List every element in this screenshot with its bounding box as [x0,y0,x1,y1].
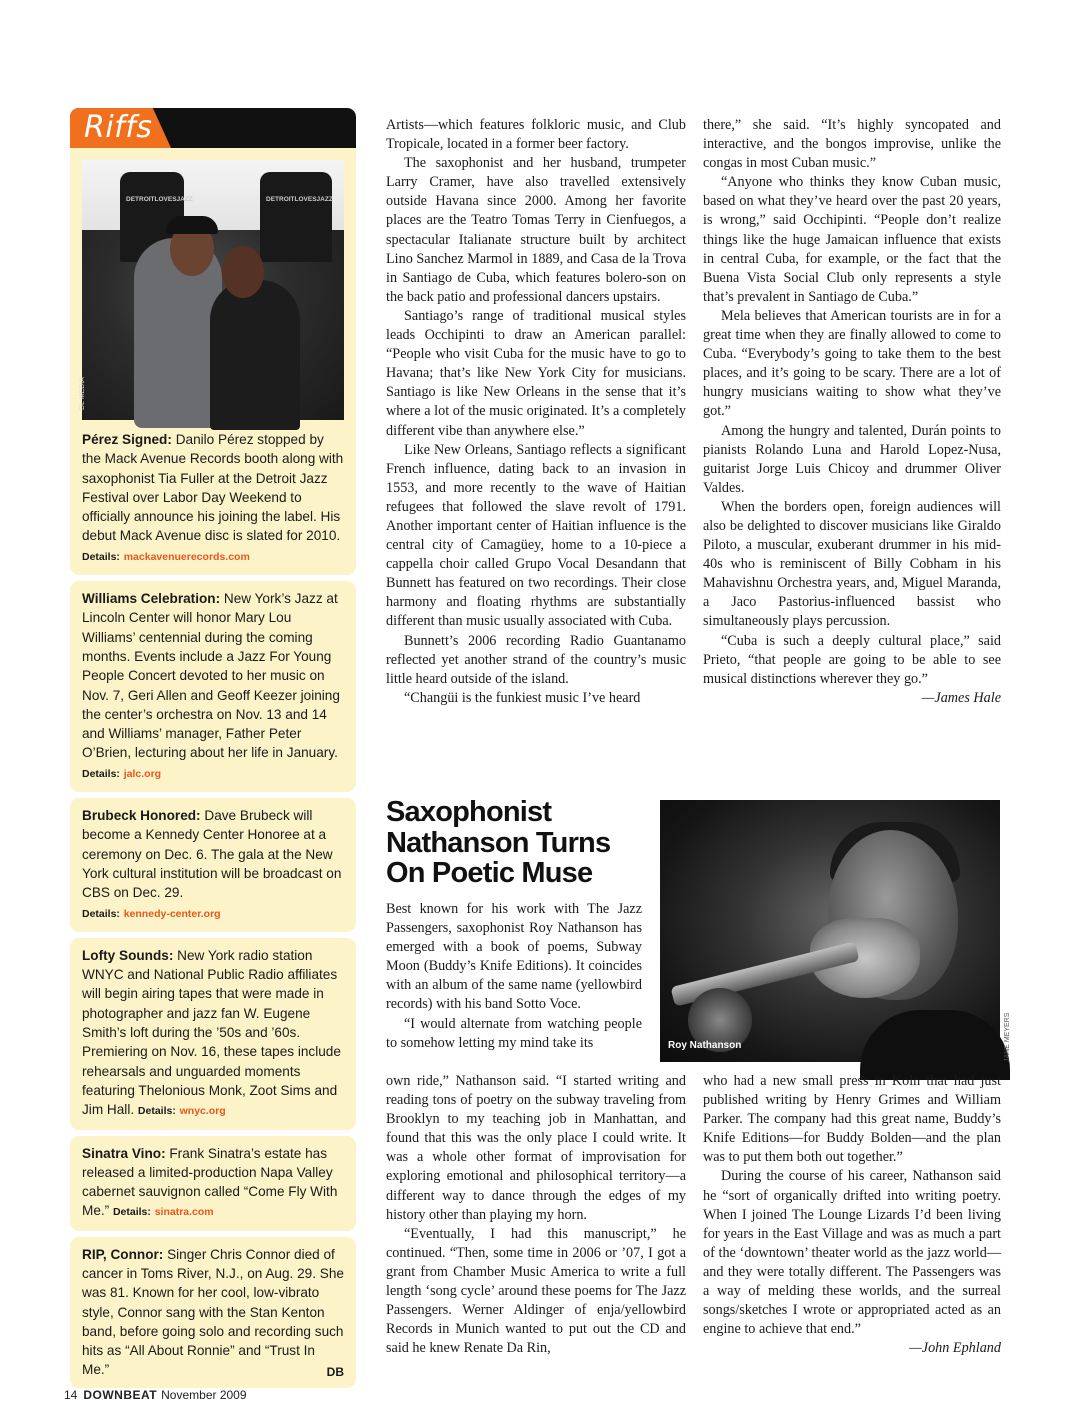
article-paragraph: Mela believes that American tourists are in for a great time when they are finally allowed to come to Cuba. “Everybody’s going to take them to the best places, and it’s going to be scary. There are a lot of hungry musicians waiting to show what they’ve got.” [703,307,1001,420]
article-paragraph: who had a new small press in Koln that had just published writing by Henry Grimes and William Parker. The company had this great name, Buddy’s Knife Editions—for Buddy Bolden—and the plan was to put them both out together.” [703,1073,1001,1166]
riffs-title: Riffs [84,110,153,145]
riffs-link[interactable]: kennedy-center.org [123,907,221,920]
riffs-details-label: Details: [137,1105,176,1118]
nathanson-article-column-2 [703,1072,1001,1358]
riffs-item-body: New York radio station WNYC and National Public Radio affiliates will begin airing tapes that were made in photographer and jazz fan W. Eugene Smith’s loft during the ’50s and ’60s. Premiering on Nov. 16, these tapes include rehearsals and unguarded moments featuring Thelonious Monk, Zoot Sims and Jim Hall. [82,947,341,1118]
riffs-box [70,148,356,575]
photo-credit: DL MEDIA [79,377,86,410]
riffs-item-title: Sinatra Vino: [82,1145,166,1161]
riffs-item-title: RIP, Connor: [82,1246,164,1262]
photo-credit: JANE MEYERS [1004,1012,1011,1062]
riffs-item-body: Singer Chris Connor died of cancer in Toms River, N.J., on Aug. 29. She was 81. Known for her cool, low-vibrato style, Connor sang with the Stan Kenton band, before going solo and recording such hits as “All About Ronnie” and “Trust In Me.” [82,1246,344,1378]
page-number: 14 [64,1388,78,1402]
cuba-article-column-1 [386,116,686,708]
riffs-item [82,806,344,924]
photo-person-fuller [210,280,300,430]
article-paragraph: there,” she said. “It’s highly syncopated and interactive, and the bongos improvise, unlike the congas in most Cuban music.” [703,117,1001,172]
article-paragraph: During the course of his career, Nathanson said he “sort of organically drifted into writing poetry. When I joined The Lounge Lizards I’d been living for years in the East Village and was as much a part of the ‘downtown’ theater world as the jazz world—and they were totally different. The Passengers was a way of melding these worlds, and the surreal songs/sketches I wrote or appropriated acted as an engine to achieve that end.” [703,1168,1001,1338]
riffs-details-label: Details: [82,767,120,780]
riffs-link[interactable]: mackavenuerecords.com [123,550,250,563]
perez-fuller-photo [79,160,344,420]
page-footer [64,1388,247,1402]
riffs-header [70,108,356,148]
article-byline: —James Hale [921,689,1001,706]
riffs-details-label: Details: [82,550,120,563]
riffs-box [70,1237,356,1388]
article-paragraph: “Eventually, I had this manuscript,” he continued. “Then, some time in 2006 or ’07, I got a grant from Chamber Music America to write a full length ‘song cycle’ around these poems for The Jazz Passengers. Werner Aldinger of enja/yellowbird Records in Munich wanted to put out the CD and said he knew Renate Da Rin, [386,1225,686,1357]
roy-nathanson-photo [660,800,1000,1062]
photo-tshirt [260,172,332,262]
riffs-item-body: New York’s Jazz at Lincoln Center will honor Mary Lou Williams’ centennial during the coming months. Events include a Jazz For Young People Concert devoted to her music on Nov. 7, Geri Allen and Geoff Keezer joining the center’s orchestra on Nov. 13 and 14 and Williams’ manager, Father Peter O’Brien, lecturing about her life in January. [82,591,340,761]
riffs-item [82,946,344,1122]
riffs-sidebar [70,108,356,1394]
photo-caption: Roy Nathanson [668,1040,742,1051]
nathanson-article-column-1 [386,1072,686,1358]
photo-head [222,246,264,298]
article-paragraph: Santiago’s range of traditional musical styles leads Occhipinti to draw an American parallel: “People who visit Cuba for the music have to go to Havana; that’s like New York City for musicians. Santiago is like New Orleans in the sense that it’s where a lot of the music originated. It’s a completely different vibe than anywhere else.” [386,307,686,439]
article-headline: Saxophonist Nathanson Turns On Poetic Muse [386,796,611,889]
riffs-details-label: Details: [82,907,120,920]
riffs-box [70,798,356,932]
photo-cap [166,216,218,234]
riffs-item-title: Pérez Signed: [82,432,172,447]
photo-shoulder [860,1010,1010,1080]
article-paragraph: own ride,” Nathanson said. “I started writing and reading tons of poetry on the subway traveling from Brooklyn to my teaching job in Manhattan, and found that this was the only place I could write. It was a whole other format of improvisation for exploring emotional and philosophical territory—a different way to dance through the edges of my history other than playing my horn. [386,1073,686,1223]
article-paragraph: Like New Orleans, Santiago reflects a significant French influence, dating back to an invasion in 1553, and more recently to the wave of Haitian refugees that followed the slave revolt of 1791. Another important center of Haitian influence is the central city of Camagüey, home to a 10-piece a cappella choir called Grupo Vocal Desandann that Bunnett has featured on two recordings. Their close harmony and floating rhythms are substantially different than music usually associated with Cuba. [386,441,686,630]
db-end-mark: DB [326,1365,344,1380]
riffs-box [70,581,356,792]
riffs-link[interactable]: sinatra.com [154,1206,214,1219]
riffs-item-body: Dave Brubeck will become a Kennedy Center Honoree at a ceremony on Dec. 6. The gala at the New York cultural institution will be broadcast on CBS on Dec. 29. [82,808,342,901]
riffs-item-title: Brubeck Honored: [82,808,201,824]
article-paragraph: “Changüi is the funkiest music I’ve heard [404,689,641,706]
riffs-link[interactable]: wnyc.org [179,1105,226,1118]
riffs-item-body: Frank Sinatra’s estate has released a limited-production Napa Valley cabernet sauvignon called “Come Fly With Me.” [82,1145,338,1219]
riffs-item [82,589,344,784]
article-paragraph: Artists—which features folkloric music, and Club Tropicale, located in a former beer factory. [386,117,686,153]
riffs-item-title: Lofty Sounds: [82,947,174,963]
riffs-item [82,1245,344,1380]
magazine-name: DOWNBEAT [83,1388,158,1402]
riffs-item-title: Williams Celebration: [82,591,221,607]
issue-date: November 2009 [161,1388,247,1402]
riffs-item [82,430,344,567]
article-byline: —John Ephland [909,1340,1001,1357]
riffs-box [70,938,356,1130]
article-paragraph: “I would alternate from watching people to somehow letting my mind take its [386,1015,642,1051]
article-paragraph: “Anyone who thinks they know Cuban music, based on what they’ve heard over the past 20 years, is wrong,” said Occhipinti. “People don’t realize things like the huge Jamaican influence that exists in central Cuba, for example, or the fact that the Buena Vista Social Club only represents a style that’s prevalent in Santiago de Cuba.” [703,174,1001,305]
article-paragraph: Best known for his work with The Jazz Passengers, saxophonist Roy Nathanson has emerged with a book of poems, Subway Moon (Buddy’s Knife Editions). It coincides with an album of the same name (yellowbird records) with his band Sotto Voce. [386,901,642,1013]
article-paragraph: “Cuba is such a deeply cultural place,” said Prieto, “that people are going to be able to see musical distinctions wherever they go.” [703,632,1001,687]
riffs-details-label: Details: [112,1206,151,1219]
article-paragraph: When the borders open, foreign audiences will also be delighted to discover musicians like Giraldo Piloto, a muscular, exuberant drummer in his mid-40s who is reminiscent of Billy Cobham in his Mahavishnu Orchestra years, and, Miguel Maranda, a Jaco Pastorius-influenced bassist who simultaneously plays percussion. [703,498,1001,630]
riffs-item [82,1144,344,1223]
riffs-item-body: Danilo Pérez stopped by the Mack Avenue Records booth along with saxophonist Tia Fuller at the Detroit Jazz Festival over Labor Day Weekend to officially announce his joining the label. His debut Mack Avenue disc is slated for 2010. [82,432,344,544]
article-paragraph: Bunnett’s 2006 recording Radio Guantanamo reflected yet another strand of the country’s music little heard outside of the island. [386,632,686,687]
cuba-article-column-2 [703,116,1001,708]
riffs-link[interactable]: jalc.org [123,767,162,780]
riffs-box [70,1136,356,1231]
article-paragraph: The saxophonist and her husband, trumpeter Larry Cramer, have also travelled extensively outside Havana since 2000. Among her favorite places are the Teatro Tomas Terry in Cienfuegos, a spectacular Italianate structure built by architect Lino Sanchez Marmol in 1889, and Casa de la Trova in Santiago de Cuba, which features bolero-son on the back patio and professional dancers upstairs. [386,155,686,305]
article-paragraph: Among the hungry and talented, Durán points to pianists Rolando Luna and Harold Lopez-Nusa, guitarist Jorge Luis Chicoy and drummer Oliver Valdes. [703,422,1001,496]
photo-shirt-text: DETROITLOVESJAZZ [266,196,333,203]
nathanson-article-intro [386,900,642,1053]
photo-shirt-text: DETROITLOVESJAZZ [126,196,193,203]
